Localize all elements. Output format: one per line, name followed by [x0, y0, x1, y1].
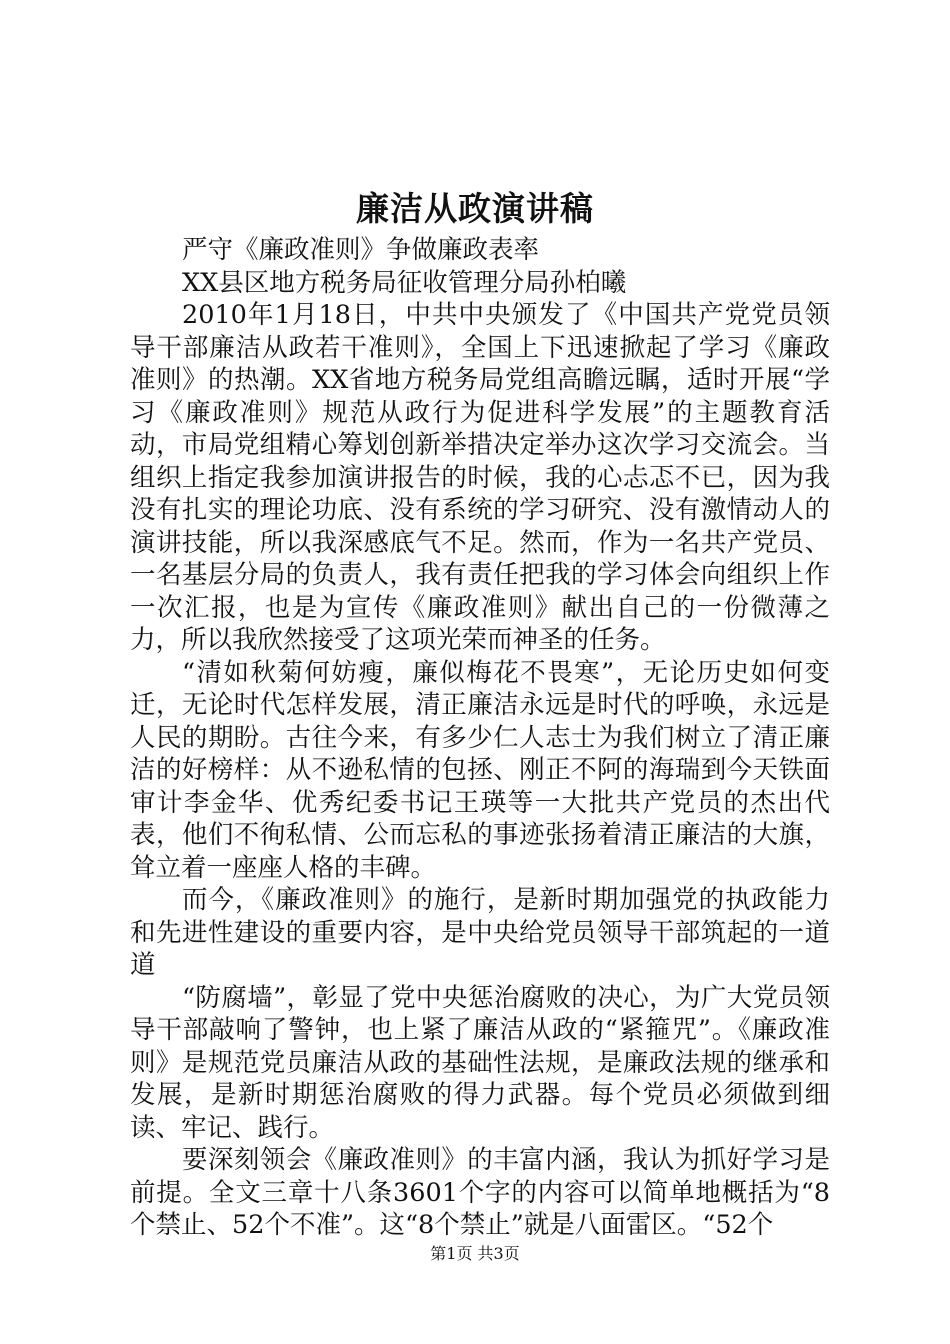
page-footer: 第1页 共3页	[430, 1244, 520, 1263]
body-paragraph: 而今，《廉政准则》的施行，是新时期加强党的执政能力和先进性建设的重要内容，是中央给党员领导干部筑起的一道道	[130, 885, 830, 980]
body-paragraph: “防腐墙”，彰显了党中央惩治腐败的决心，为广大党员领导干部敲响了警钟，也上紧了廉洁从政的“紧箍咒”。《廉政准则》是规范党员廉洁从政的基础性法规，是廉政法规的继承和发展，是新时期惩治腐败的得力武器。每个党员必须做到细读、牢记、践行。	[130, 982, 830, 1143]
author-paragraph: XX县区地方税务局征收管理分局孙柏曦	[182, 267, 627, 298]
body-paragraph: 2010年1月18日，中共中央颁发了《中国共产党党员领导干部廉洁从政若干准则》，全国上下迅速掀起了学习《廉政准则》的热潮。XX省地方税务局党组高瞻远瞩，适时开展“学习《廉政准则》规范从政行为促进科学发展”的主题教育活动，市局党组精心筹划创新举措决定举办这次学习交流会。当组织上指定我参加演讲报告的时候，我的心忐忑不已，因为我没有扎实的理论功底、没有系统的学习研究、没有激情动人的演讲技能，所以我深感底气不足。然而，作为一名共产党员、一名基层分局的负责人，我有责任把我的学习体会向组织上作一次汇报，也是为宣传《廉政准则》献出自己的一份微薄之力，所以我欣然接受了这项光荣而神圣的任务。	[130, 300, 830, 655]
document-body	[130, 234, 830, 1242]
document-title: 廉洁从政演讲稿	[356, 189, 594, 228]
body-paragraph: “清如秋菊何妨瘦，廉似梅花不畏寒”，无论历史如何变迁，无论时代怎样发展，清正廉洁永远是时代的呼唤，永远是人民的期盼。古往今来，有多少仁人志士为我们树立了清正廉洁的好榜样：从不逊私情的包拯、刚正不阿的海瑞到今天铁面审计李金华、优秀纪委书记王瑛等一大批共产党员的杰出代表，他们不徇私情、公而忘私的事迹张扬着清正廉洁的大旗，耸立着一座座人格的丰碑。	[130, 657, 830, 883]
body-paragraph: 要深刻领会《廉政准则》的丰富内涵，我认为抓好学习是前提。全文三章十八条3601个字的内容可以简单地概括为“8个禁止、52个不准”。这“8个禁止”就是八面雷区。“52个	[130, 1145, 830, 1240]
subtitle-paragraph: 严守《廉政准则》争做廉政表率	[182, 235, 540, 265]
